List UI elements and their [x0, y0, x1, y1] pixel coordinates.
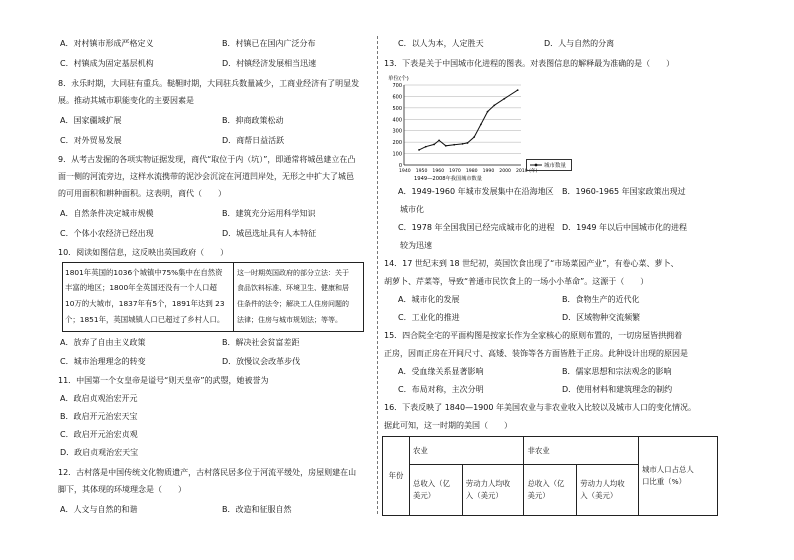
header-nonagriculture: 非农业 [524, 437, 639, 465]
q12-option-b: B．改造和征服自然 [222, 505, 292, 514]
q13-city-count-chart [384, 72, 544, 184]
q10-stem: 10．阅读如图信息，这反映出英国政府（ ） [58, 248, 229, 257]
q8-option-b: B．抑商政策松动 [222, 116, 284, 125]
y-axis-label: 单位(个) [388, 76, 409, 82]
q9-option-a: A．自然条件决定城市规模 [60, 209, 154, 218]
q7-option-a: A．对村镇市形成严格定义 [60, 39, 154, 48]
q9-stem-line2: 面一侧的河流旁边，这样水流携带的泥沙会沉淀在河道凹岸处，无形之中扩大了城邑 [58, 172, 354, 181]
q14-option-b: B．食物生产的近代化 [562, 295, 640, 304]
data-point [480, 124, 482, 126]
data-point [418, 149, 420, 151]
header-urban-share [639, 437, 718, 516]
q14-stem-line1: 14．17 世纪末到 18 世纪初，英国饮食出现了“市场菜园产业”，有卷心菜、萝卜、 [384, 259, 679, 268]
q7-option-b: B．村镇已在国内广泛分布 [222, 39, 316, 48]
q8-option-a: A．国家疆域扩展 [60, 116, 122, 125]
q10-right-line2: 食品饮料标准、环境卫生、健康和居 [237, 284, 349, 292]
q7-option-c: C．村镇成为固定基层机构 [60, 59, 154, 68]
header-nonagri-total-line1: 总收入（亿 [527, 479, 565, 489]
q8-stem-line2: 展。推动其城市职能变化的主要因素是 [58, 96, 194, 105]
q11-option-c: C．政启开元治宏贞观 [60, 430, 138, 439]
q10-option-a: A．放弃了自由主义政策 [60, 338, 146, 347]
header-year: 年份 [383, 437, 410, 516]
q10-option-b: B．解决社会贫富差距 [222, 338, 300, 347]
y-tick-label: 500 [392, 105, 402, 112]
header-nonagri-total-income [524, 465, 577, 516]
q13-option-a: A．1949-1960 年城市发展集中在沿海地区 [398, 187, 554, 196]
q15-option-d: D．使用材料和建筑理念的制约 [562, 385, 673, 394]
q9-option-d: D．城邑选址具有人本特征 [222, 229, 317, 238]
q15-stem-line1: 15．四合院全宅的平面构图是按家长作为全家核心的原则布置的，一切房屋皆拱拥着 [384, 331, 683, 340]
chart-legend [526, 159, 572, 171]
y-tick-label: 700 [392, 83, 402, 89]
y-tick-label: 300 [392, 128, 402, 135]
q9-stem-line1: 9．从考古发掘的各项实物证据发现，商代“取位于内（坑）”，即通常将城邑建立在凸 [58, 155, 356, 164]
y-tick-label: 100 [392, 151, 402, 158]
x-tick-label: 1960 [432, 169, 445, 174]
legend-line-icon [529, 160, 543, 170]
column-divider [377, 36, 378, 514]
x-tick-label: 1950 [415, 169, 428, 174]
q12-stem-line2: 脚下，其体现的环境理念是（ ） [58, 485, 186, 494]
q8-option-c: C．对外贸易发展 [60, 136, 122, 145]
x-tick-label: 1970 [449, 169, 461, 174]
header-agri-total-line1: 总收入（亿 [413, 479, 450, 489]
data-point [473, 136, 475, 138]
header-agri-total-line2: 美元） [413, 491, 436, 501]
q8-stem-line1: 8．永乐时期，大同驻有重兵。鞑靼时期，大同驻兵数量减少，工商业经济有了明显发 [58, 79, 360, 88]
q16-stem-line1: 16．下表反映了 1840—1900 年美国农业与非农业收入比较以及城市人口的变化情况。 [384, 403, 696, 412]
header-agri-total-income [410, 465, 463, 516]
data-point [425, 146, 427, 148]
header-urban-line2: 口比重（%） [642, 477, 686, 486]
q9-stem-line3: 的可用面积和耕种面积。这表明，商代（ ） [58, 189, 226, 198]
header-urban-line1: 城市人口占总人 [642, 465, 694, 474]
q15-stem-line2: 正房，因而正房在开间尺寸、高矮、装饰等各方面皆胜于正房。此种设计出现的原因是 [384, 349, 688, 358]
data-point [445, 145, 447, 147]
legend-label: 城市数量 [544, 163, 567, 169]
q14-stem-line2: 胡萝卜、芹菜等，导致“普通市民饮食上的一场小小革命”。这源于（ ） [384, 277, 649, 286]
q11-stem: 11．中国第一个女皇帝是谥号“则天皇帝”的武曌，她被誉为 [58, 376, 269, 385]
q16-table [382, 436, 718, 516]
x-tick-label: 1990 [482, 169, 495, 174]
q10-info-box [62, 262, 364, 332]
header-agri-labor-line1: 劳动力人均收 [465, 479, 511, 489]
data-point [467, 142, 469, 144]
header-agriculture: 农业 [410, 437, 524, 465]
q13-option-d-cont: 较为迅速 [400, 241, 432, 250]
series-line-city-count [419, 90, 518, 150]
data-point [462, 143, 464, 145]
q13-option-c: C．1978 年全国我国已经完成城市化的进程 [398, 223, 555, 232]
q11-option-b: B．政启开元治宏天宝 [60, 412, 138, 421]
x-tick-label: 2010 (年) [516, 169, 538, 174]
data-point [453, 144, 455, 146]
q8-option-d: D．商帮日益活跃 [222, 136, 285, 145]
q10-option-c: C．城市治理理念的转变 [60, 357, 146, 366]
y-tick-label: 600 [392, 94, 402, 101]
q13-option-d: D．1949 年以后中国城市化的进程 [562, 223, 688, 232]
x-tick-label: 2000 [499, 169, 511, 174]
x-tick-label: 1980 [465, 169, 478, 174]
q7-option-d: D．村镇经济发展相当迅速 [222, 59, 317, 68]
q9-option-b: B．建筑充分运用科学知识 [222, 209, 316, 218]
q12-option-c: C．以人为本，人定胜天 [398, 39, 484, 48]
data-point [517, 89, 519, 91]
header-nonagri-total-line2: 美元） [527, 491, 550, 501]
q15-option-c: C．布局对称，主次分明 [398, 385, 484, 394]
header-agri-labor-income [462, 465, 524, 516]
y-tick-label: 200 [392, 140, 402, 147]
q10-right-line1: 这一时期英国政府的部分立法：关于 [237, 269, 349, 277]
q11-option-a: A．政启贞观治宏开元 [60, 394, 138, 403]
q13-option-b: B．1960-1965 年国家政策出现过 [562, 187, 686, 196]
q10-box-divider [233, 263, 234, 331]
data-point [487, 111, 489, 113]
header-nonagri-labor-line1: 劳动力人均收 [580, 479, 625, 489]
q12-option-d: D．人与自然的分离 [544, 39, 615, 48]
header-nonagri-labor-income [577, 465, 639, 516]
x-tick-label: 1940 [399, 169, 411, 174]
data-point [493, 104, 495, 106]
q15-option-a: A．受血缘关系显著影响 [398, 367, 484, 376]
data-point [438, 140, 440, 142]
header-agri-labor-line2: 入（美元） [465, 491, 503, 501]
table-row [383, 437, 718, 465]
q14-option-c: C．工业化的推进 [398, 313, 460, 322]
q10-right-line4: 法律；住房与城市规划法；等等。 [237, 316, 342, 324]
q13-option-b-cont: 城市化 [400, 205, 424, 214]
q15-option-b: B．儒家思想和宗法观念的影响 [562, 367, 672, 376]
y-tick-label: 0 [398, 163, 402, 169]
q9-option-c: C．个体小农经济已经出现 [60, 229, 154, 238]
y-tick-label: 400 [392, 117, 402, 124]
q10-left-line3: 10万的大城市，1837年有5个，1891年达到 23 [65, 299, 225, 308]
q10-right-line3: 住条件的法令；解决工人住房问题的 [237, 300, 349, 308]
q10-option-d: D．放慢议会改革步伐 [222, 357, 301, 366]
chart-subtitle: 1949—2008年我国城市数量 [414, 176, 482, 182]
data-point [503, 98, 505, 100]
q10-left-line2: 丰富的地区；1800年全英国还没有一个人口超 [65, 283, 217, 292]
q14-option-a: A．城市化的发展 [398, 295, 460, 304]
q10-left-line1: 1801年英国的1036个城镇中75%集中在自然资 [65, 268, 223, 277]
data-point [433, 144, 435, 146]
q16-stem-line2: 据此可知，这一时期的美国（ ） [384, 421, 512, 430]
q12-option-a: A．人文与自然的和谐 [60, 505, 138, 514]
q11-option-d: D．政启贞观治宏天宝 [60, 448, 139, 457]
header-nonagri-labor-line2: 入（美元） [580, 491, 618, 501]
q12-stem-line1: 12．古村落是中国传统文化物质遗产，古村落民居多位于河流平缓处，房屋则建在山 [58, 468, 357, 477]
q10-left-line4: 个；1851年，英国城镇人口已超过了乡村人口。 [65, 315, 225, 324]
q13-stem: 13．下表是关于中国城市化进程的图表。对表图信息的解释最为准确的是（ ） [384, 59, 675, 68]
q14-option-d: D．区域物种交流频繁 [562, 313, 641, 322]
